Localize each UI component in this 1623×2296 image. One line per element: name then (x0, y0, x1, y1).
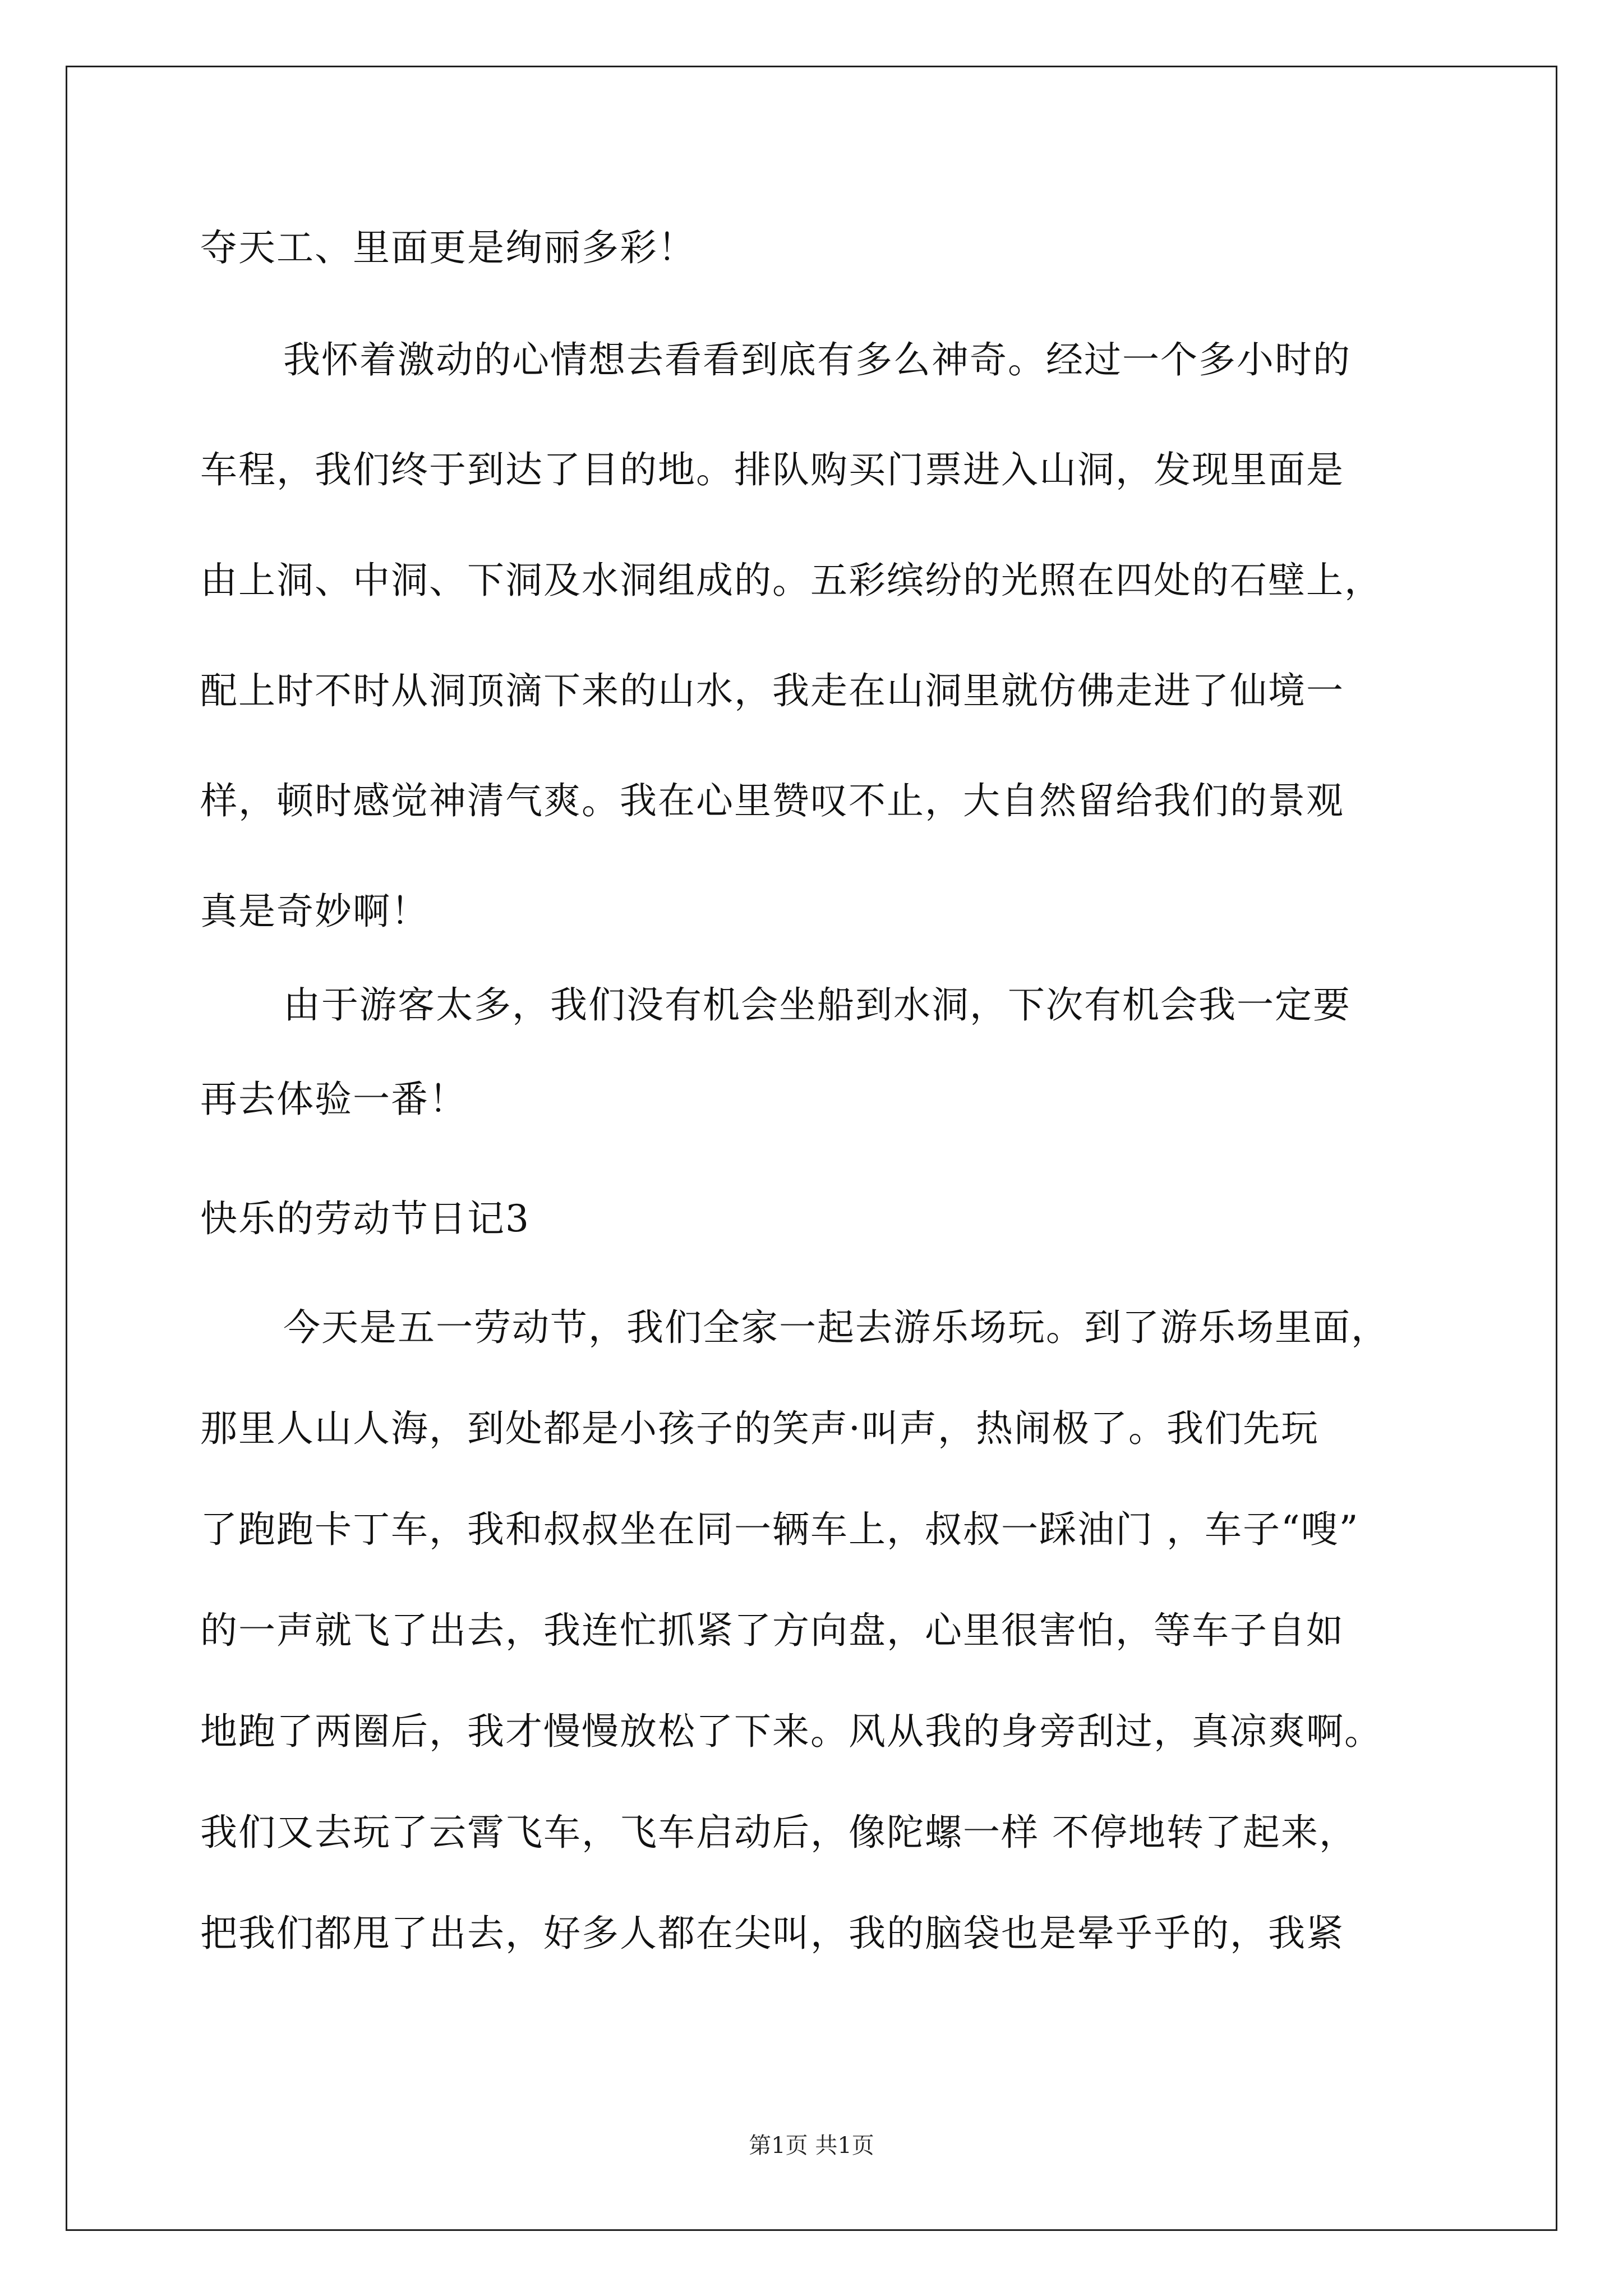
text-line: 夺天工、里面更是绚丽多彩！ (200, 226, 696, 269)
text-line: 我们又去玩了云霄飞车，飞车启动后，像陀螺一样 不停地转了起来， (200, 1811, 1357, 1854)
text-line: 样，顿时感觉神清气爽。我在心里赞叹不止，大自然留给我们的景观 (200, 779, 1344, 822)
text-line: 地跑了两圈后，我才慢慢放松了下来。风从我的身旁刮过，真凉爽啊。 (200, 1710, 1382, 1753)
text-line: 了跑跑卡丁车，我和叔叔坐在同一辆车上，叔叔一踩油门 ，车子“嗖” (200, 1508, 1359, 1551)
text-line: 由上洞、中洞、下洞及水洞组成的。五彩缤纷的光照在四处的石壁上， (200, 559, 1382, 602)
paragraph-first-line: 由于游客太多，我们没有机会坐船到水洞，下次有机会我一定要 (283, 983, 1351, 1027)
text-line: 把我们都甩了出去，好多人都在尖叫，我的脑袋也是晕乎乎的，我紧 (200, 1912, 1344, 1955)
section-heading: 快乐的劳动节日记3 (200, 1197, 530, 1240)
text-line: 的一声就飞了出去，我连忙抓紧了方向盘，心里很害怕，等车子自如 (200, 1609, 1344, 1652)
paragraph-first-line: 我怀着激动的心情想去看看到底有多么神奇。经过一个多小时的 (283, 338, 1351, 381)
page-number-footer: 第1页 共1页 (749, 2133, 874, 2159)
text-line: 那里人山人海，到处都是小孩子的笑声·叫声，热闹极了。我们先玩 (200, 1407, 1319, 1450)
page-border (66, 66, 1557, 2231)
text-line: 真是奇妙啊！ (200, 890, 429, 933)
text-line: 配上时不时从洞顶滴下来的山水，我走在山洞里就仿佛走进了仙境一 (200, 669, 1344, 712)
text-line: 车程，我们终于到达了目的地。排队购买门票进入山洞，发现里面是 (200, 448, 1344, 491)
paragraph-first-line: 今天是五一劳动节，我们全家一起去游乐场玩。到了游乐场里面， (283, 1306, 1389, 1349)
text-line: 再去体验一番！ (200, 1078, 467, 1121)
